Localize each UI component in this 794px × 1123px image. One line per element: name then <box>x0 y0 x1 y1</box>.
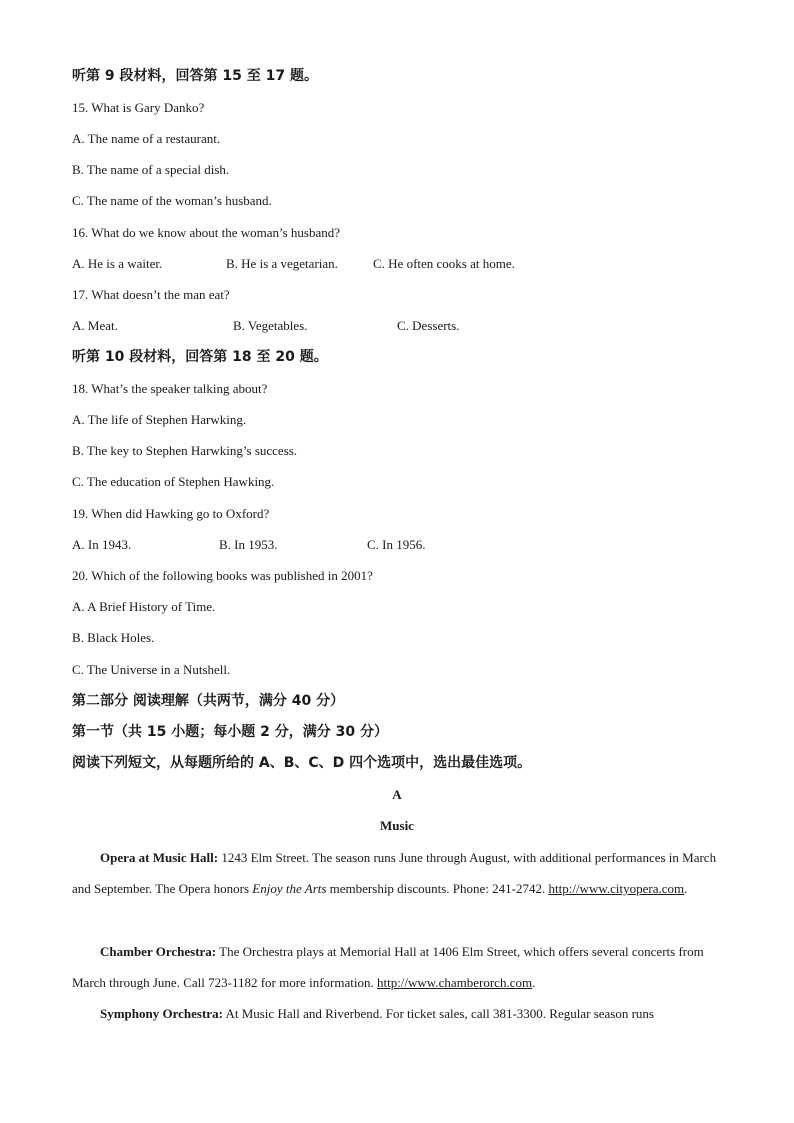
q20-option-a: A. A Brief History of Time. <box>72 599 216 614</box>
q19-option-a: A. In 1943. <box>72 537 132 552</box>
passage-letter: A <box>392 787 402 802</box>
opera-paragraph <box>72 842 722 904</box>
chamber-link[interactable]: http://www.chamberorch.com <box>376 975 533 990</box>
passage-title: Music <box>380 818 414 833</box>
q17-option-c: C. Desserts. <box>397 318 460 333</box>
q18-option-a: A. The life of Stephen Harwking. <box>72 412 247 427</box>
question-17: 17. What doesn’t the man eat? <box>72 287 230 302</box>
reading-instructions: 阅读下列短文，从每题所给的 A、B、C、D 四个选项中，选出最佳选项。 <box>72 755 532 771</box>
q15-option-c: C. The name of the woman’s husband. <box>72 193 272 208</box>
question-15: 15. What is Gary Danko? <box>72 100 205 115</box>
q20-option-c: C. The Universe in a Nutshell. <box>72 662 231 677</box>
q19-option-b: B. In 1953. <box>219 537 278 552</box>
opera-text-2: membership discounts. Phone: 241-2742. <box>326 881 549 896</box>
symphony-paragraph <box>72 998 722 1029</box>
opera-text: 1243 Elm Street. The season runs June through August, with additional performances in March and September. The Opera honors <box>72 850 717 896</box>
opera-italic: Enjoy the Arts <box>252 881 327 896</box>
chamber-paragraph <box>72 936 722 998</box>
section10-heading: 听第 10 段材料，回答第 18 至 20 题。 <box>72 349 328 365</box>
q16-option-b: B. He is a vegetarian. <box>226 256 338 271</box>
symphony-name: Symphony Orchestra: <box>100 1006 223 1021</box>
chamber-name: Chamber Orchestra: <box>100 944 217 959</box>
question-18: 18. What’s the speaker talking about? <box>72 381 268 396</box>
q16-option-a: A. He is a waiter. <box>72 256 163 271</box>
chamber-text: The Orchestra plays at Memorial Hall at 1406 Elm Street, which offers several concerts from March through June. Call 723-1182 for more information. <box>72 944 704 990</box>
q17-option-b: B. Vegetables. <box>233 318 308 333</box>
question-19: 19. When did Hawking go to Oxford? <box>72 506 270 521</box>
part2-heading: 第二部分 阅读理解（共两节，满分 40 分） <box>72 693 345 709</box>
opera-name: Opera at Music Hall: <box>100 850 219 865</box>
q15-option-b: B. The name of a special dish. <box>72 162 230 177</box>
question-16: 16. What do we know about the woman’s husband? <box>72 225 341 240</box>
opera-link[interactable]: http://www.cityopera.com <box>548 881 685 896</box>
opera-end: . <box>684 881 688 896</box>
symphony-text: At Music Hall and Riverbend. For ticket sales, call 381-3300. Regular season runs <box>222 1006 654 1021</box>
section9-heading: 听第 9 段材料，回答第 15 至 17 题。 <box>72 68 318 84</box>
q18-option-b: B. The key to Stephen Harwking’s success. <box>72 443 298 458</box>
section1-heading: 第一节（共 15 小题；每小题 2 分，满分 30 分） <box>72 724 388 740</box>
question-20: 20. Which of the following books was published in 2001? <box>72 568 373 583</box>
q16-option-c: C. He often cooks at home. <box>373 256 515 271</box>
q17-option-a: A. Meat. <box>72 318 118 333</box>
q15-option-a: A. The name of a restaurant. <box>72 131 221 146</box>
q20-option-b: B. Black Holes. <box>72 630 155 645</box>
q19-option-c: C. In 1956. <box>367 537 426 552</box>
chamber-end: . <box>532 975 536 990</box>
q18-option-c: C. The education of Stephen Hawking. <box>72 474 275 489</box>
